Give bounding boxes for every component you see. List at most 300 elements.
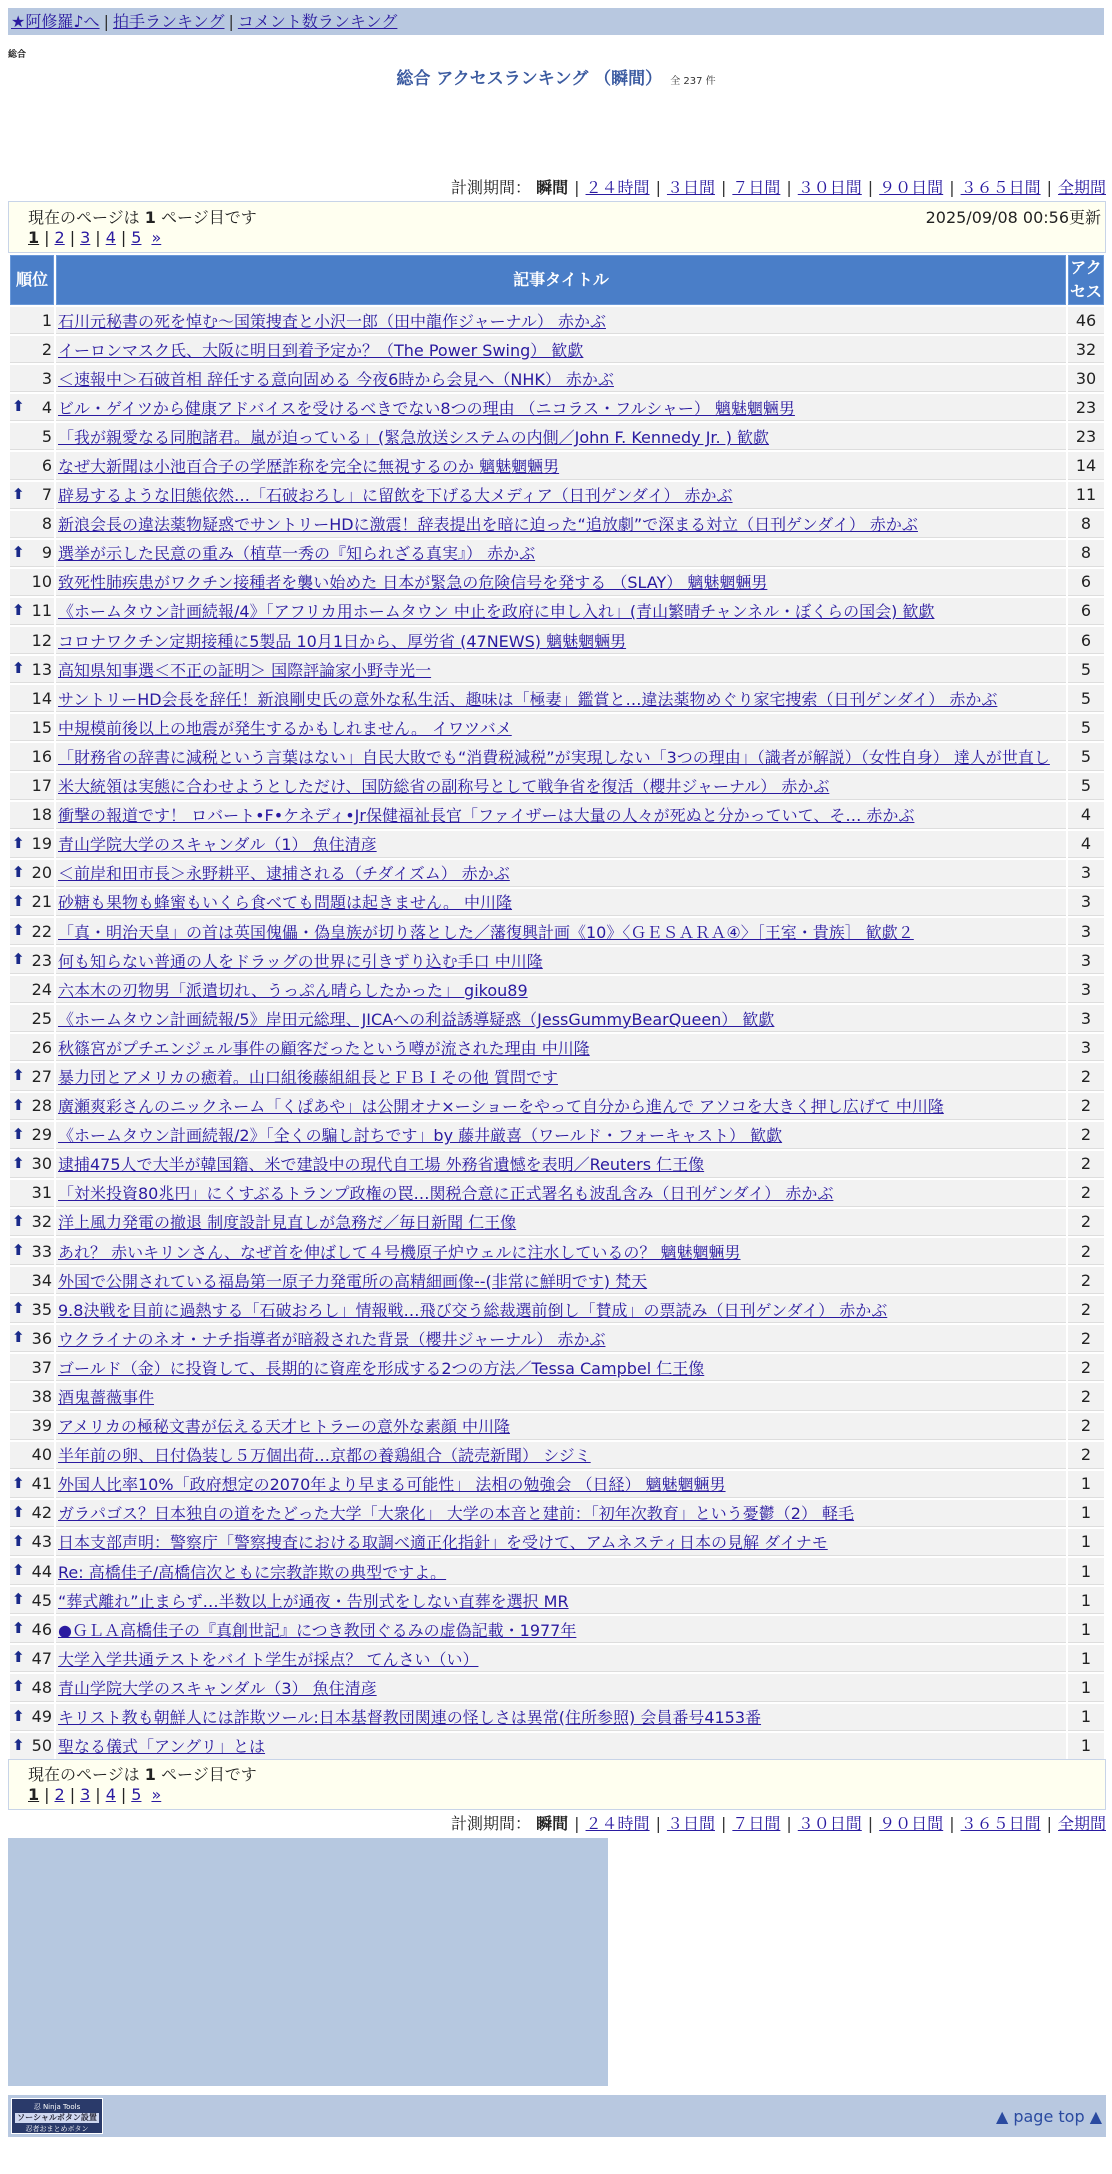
access-count: 5 — [1068, 714, 1104, 741]
title-cell — [56, 307, 1066, 334]
rank-number: 1 — [41, 310, 52, 330]
updated-timestamp: 2025/09/08 00:56更新 — [925, 208, 1101, 227]
access-count: 5 — [1068, 773, 1104, 800]
access-count: 6 — [1068, 598, 1104, 625]
rank-up-arrow-icon: ⬆ — [12, 1095, 25, 1114]
access-count: 2 — [1068, 1354, 1104, 1381]
period-30d-link[interactable]: ３０日間 — [797, 178, 862, 197]
title-cell — [56, 1122, 1066, 1149]
rank-number: 25 — [31, 1008, 52, 1028]
rank-up-arrow-icon: ⬆ — [12, 1299, 25, 1318]
table-row — [10, 627, 1104, 654]
ninja-omatome-label: 忍者おまとめボタン — [25, 2125, 89, 2133]
title-cell — [56, 889, 1066, 916]
rank-cell — [10, 1093, 54, 1120]
article-title-link[interactable]: 石川元秘書の死を悼む〜国策捜査と小沢一郎（田中龍作ジャーナル） 赤かぶ — [58, 311, 606, 331]
article-title-link[interactable]: 《ホームタウン計画続報/5》岸田元総理、JICAへの利益誘導疑惑（JessGummyBearQueen） 歓歔 — [58, 1009, 775, 1029]
period-24h-link[interactable]: ２４時間 — [585, 178, 650, 197]
access-count: 2 — [1068, 1296, 1104, 1323]
access-header: アクセス — [1068, 255, 1104, 305]
nav-separator: | — [228, 12, 234, 31]
rank-number: 22 — [31, 921, 52, 941]
access-count: 3 — [1068, 889, 1104, 916]
article-title-link[interactable]: 砂糖も果物も蜂蜜もいくら食べても問題は起きません。 中川隆 — [58, 893, 513, 913]
page-current: 1 — [28, 228, 40, 247]
title-cell — [56, 1558, 1066, 1585]
article-title-link[interactable]: Re: 高橋佳子/高橋信次ともに宗教詐欺の典型ですよ。 — [58, 1562, 447, 1582]
article-title-link[interactable]: 日本支部声明：警察庁「警察捜査における取調べ適正化指針」を受けて、アムネスティ日本の見解 ダイナモ — [58, 1533, 828, 1553]
rank-cell — [10, 1413, 54, 1440]
article-title-link[interactable]: あれ？ 赤いキリンさん、なぜ首を伸ばして４号機原子炉ウェルに注水しているの？ 魑魅魍魎男 — [58, 1242, 741, 1262]
nav-separator: | — [103, 12, 109, 31]
table-row — [10, 743, 1104, 770]
table-row — [10, 598, 1104, 625]
title-cell — [56, 1325, 1066, 1352]
table-row — [10, 365, 1104, 392]
page-link-2[interactable]: 2 — [54, 1785, 65, 1804]
access-count: 2 — [1068, 1238, 1104, 1265]
rank-cell — [10, 889, 54, 916]
rank-up-arrow-icon: ⬆ — [12, 600, 25, 619]
table-row — [10, 1529, 1104, 1556]
article-title-link[interactable]: イーロンマスク氏、大阪に明日到着予定か？（The Power Swing） 歓歔 — [58, 340, 584, 360]
title-cell — [56, 1063, 1066, 1090]
rank-cell — [10, 1063, 54, 1090]
article-title-link[interactable]: 秋篠宮がプチエンジェル事件の顧客だったという噂が流された理由 中川隆 — [58, 1038, 590, 1058]
period-selector-top: 計測期間： 瞬間 | ２４時間 | ３日間 | ７日間 | ３０日間 | ９０日間 | ３６５日間 | 全期間 — [451, 178, 1106, 197]
table-row — [10, 423, 1104, 450]
title-cell — [56, 1209, 1066, 1236]
table-row — [10, 773, 1104, 800]
rank-cell — [10, 569, 54, 596]
access-count: 1 — [1068, 1704, 1104, 1731]
page-link-2[interactable]: 2 — [54, 228, 65, 247]
article-title-link[interactable]: 何も知らない普通の人をドラッグの世界に引きずり込む手口 中川隆 — [58, 951, 543, 971]
title-cell — [56, 1151, 1066, 1178]
title-cell — [56, 656, 1066, 683]
rank-up-arrow-icon: ⬆ — [12, 1241, 25, 1259]
article-title-link[interactable]: アメリカの極秘文書が伝える天才ヒトラーの意外な素顔 中川隆 — [58, 1417, 510, 1437]
title-cell — [56, 1267, 1066, 1294]
article-title-link[interactable]: “葬式離れ”止まらず…半数以上が通夜・告別式をしない直葬を選択 MR — [58, 1591, 569, 1611]
table-row — [10, 511, 1104, 538]
article-title-link[interactable]: ビル・ゲイツから健康アドバイスを受けるべきでない8つの理由 （ニコラス・フルシャー） 魑魅魍魎男 — [58, 398, 795, 418]
rank-cell — [10, 511, 54, 538]
title-cell — [56, 482, 1066, 509]
title-cell — [56, 394, 1066, 421]
rank-number: 21 — [31, 892, 52, 912]
access-count: 1 — [1068, 1558, 1104, 1585]
rank-number: 45 — [31, 1590, 52, 1610]
rank-up-arrow-icon: ⬆ — [12, 397, 25, 416]
rank-cell — [10, 743, 54, 770]
article-title-link[interactable]: 半年前の卵、日付偽装し５万個出荷…京都の養鶏組合（読売新聞） シジミ — [58, 1446, 591, 1466]
article-title-link[interactable]: ガラパゴス？日本独自の道をたどった大学「大衆化」 大学の本音と建前：「初年次教育」という憂鬱（2） 軽毛 — [58, 1504, 855, 1524]
page-next-link[interactable]: » — [151, 1785, 162, 1804]
title-cell — [56, 802, 1066, 829]
article-title-link[interactable]: 廣瀬爽彩さんのニックネーム「くぱあや」は公開オナ×ーショーをやって自分から進んで アソコを大きく押し広げて 中川隆 — [58, 1097, 944, 1117]
rank-cell — [10, 452, 54, 479]
rank-cell — [10, 482, 54, 509]
page-title: 総合 アクセスランキング （瞬間） — [396, 69, 663, 89]
article-title-link[interactable]: 9.8決戦を目前に過熱する「石破おろし」情報戦…飛び交う総裁選前倒し「賛成」の票読み（日刊ゲンダイ） 赤かぶ — [58, 1300, 888, 1320]
page-next-link[interactable]: » — [151, 228, 162, 247]
rank-cell — [10, 423, 54, 450]
table-row — [10, 394, 1104, 421]
title-cell — [56, 1674, 1066, 1701]
rank-cell — [10, 1325, 54, 1352]
article-title-link[interactable]: 聖なる儀式「アングリ」とは — [58, 1737, 266, 1757]
footer-bar — [8, 2095, 1106, 2137]
table-row — [10, 1733, 1104, 1760]
rank-up-arrow-icon: ⬆ — [12, 1735, 25, 1754]
rank-cell — [10, 1500, 54, 1527]
rank-number: 16 — [31, 746, 52, 766]
period-3d-link[interactable]: ３日間 — [666, 1814, 715, 1833]
comment-ranking-link[interactable]: コメント数ランキング — [237, 12, 398, 31]
article-title-link[interactable]: 青山学院大学のスキャンダル（1） 魚住清彦 — [58, 835, 377, 855]
period-all-link[interactable]: 全期間 — [1057, 1814, 1106, 1833]
title-cell — [56, 1442, 1066, 1469]
period-24h-link[interactable]: ２４時間 — [585, 1814, 650, 1833]
page-info-box-bottom — [8, 1759, 1106, 1810]
rank-number: 17 — [31, 776, 52, 796]
rank-number: 18 — [31, 805, 52, 825]
page-link-5[interactable]: 5 — [131, 228, 142, 247]
access-count: 8 — [1068, 511, 1104, 538]
rank-cell — [10, 1645, 54, 1672]
rank-number: 49 — [31, 1707, 52, 1727]
table-row — [10, 569, 1104, 596]
article-title-link[interactable]: ＜速報中＞石破首相 辞任する意向固める 今夜6時から会見へ（NHK） 赤かぶ — [58, 369, 614, 389]
rank-number: 34 — [31, 1270, 52, 1290]
period-7d-link[interactable]: ７日間 — [732, 1814, 781, 1833]
rank-cell — [10, 1005, 54, 1032]
rank-number: 26 — [31, 1037, 52, 1057]
article-title-link[interactable]: 《ホームタウン計画続報/4》「アフリカ用ホームタウン 中止を政府に申し入れ」(青山繁晴チャンネル・ぼくらの国会) 歓歔 — [58, 602, 935, 622]
period-365d-link[interactable]: ３６５日間 — [960, 178, 1041, 197]
period-90d-link[interactable]: ９０日間 — [879, 1814, 944, 1833]
period-3d-link[interactable]: ３日間 — [666, 178, 715, 197]
rank-number: 37 — [31, 1357, 52, 1377]
title-cell — [56, 1587, 1066, 1614]
access-count: 2 — [1068, 1442, 1104, 1469]
page-info-box-top — [8, 201, 1106, 253]
page-link-4[interactable]: 4 — [105, 1785, 116, 1804]
title-cell — [56, 743, 1066, 770]
rank-up-arrow-icon: ⬆ — [12, 950, 25, 969]
rank-up-arrow-icon: ⬆ — [12, 1590, 25, 1609]
page-top-link[interactable]: ▲ page top ▲ — [995, 2107, 1102, 2126]
home-link[interactable]: ★阿修羅♪へ — [11, 12, 100, 31]
rank-cell — [10, 1442, 54, 1469]
access-count: 1 — [1068, 1529, 1104, 1556]
rank-number: 3 — [41, 368, 52, 388]
title-cell — [56, 452, 1066, 479]
table-row — [10, 889, 1104, 916]
access-count: 5 — [1068, 656, 1104, 683]
article-title-link[interactable]: 暴力団とアメリカの癒着。山口組後藤組組長とＦＢＩその他 質問です — [58, 1067, 558, 1087]
title-cell — [56, 1733, 1066, 1760]
access-count: 5 — [1068, 743, 1104, 770]
article-title-link[interactable]: 「財務省の辞書に減税という言葉はない」自民大敗でも“消費税減税”が実現しない「3つの理由」（識者が解説）（女性自身） 達人が世直し — [58, 747, 1050, 767]
rank-number: 9 — [41, 543, 52, 563]
article-title-link[interactable]: なぜ大新聞は小池百合子の学歴詐称を完全に無視するのか 魑魅魍魎男 — [58, 457, 560, 477]
rank-up-arrow-icon: ⬆ — [12, 1473, 25, 1492]
rank-cell — [10, 1558, 54, 1585]
rank-cell — [10, 1209, 54, 1236]
rank-number: 44 — [31, 1561, 52, 1581]
access-count: 6 — [1068, 627, 1104, 654]
rank-number: 48 — [31, 1677, 52, 1697]
title-cell — [56, 627, 1066, 654]
article-title-link[interactable]: ゴールド（金）に投資して、長期的に資産を形成する2つの方法／Tessa Campbel 仁王像 — [58, 1358, 705, 1378]
rank-number: 15 — [31, 717, 52, 737]
access-count: 1 — [1068, 1471, 1104, 1498]
page-link-5[interactable]: 5 — [131, 1785, 142, 1804]
rank-number: 35 — [31, 1299, 52, 1319]
title-cell — [56, 1413, 1066, 1440]
article-title-link[interactable]: 高知県知事選＜不正の証明＞ 国際評論家小野寺光一 — [58, 660, 432, 680]
rank-number: 20 — [31, 863, 52, 883]
title-cell — [56, 1529, 1066, 1556]
article-title-link[interactable]: コロナワクチン定期接種に5製品 10月1日から、厚労省 (47NEWS) 魑魅魍魎男 — [58, 631, 627, 651]
article-title-link[interactable]: 「真・明治天皇」の首は英国傀儡・偽皇族が切り落とした／藩復興計画《10》〈ＧＥＳＡＲＡ④〉［王室・貴族］ 歓歔２ — [58, 922, 914, 942]
access-count: 32 — [1068, 336, 1104, 363]
table-row — [10, 1704, 1104, 1731]
rank-number: 42 — [31, 1503, 52, 1523]
article-title-link[interactable]: ウクライナのネオ・ナチ指導者が暗殺された背景（櫻井ジャーナル） 赤かぶ — [58, 1329, 606, 1349]
access-count: 1 — [1068, 1733, 1104, 1760]
article-title-link[interactable]: 選挙が示した民意の重み（植草一秀の『知られざる真実』） 赤かぶ — [58, 544, 536, 564]
rank-cell — [10, 336, 54, 363]
title-cell — [56, 918, 1066, 945]
total-count: 全 237 件 — [670, 76, 716, 87]
rank-cell — [10, 1471, 54, 1498]
table-row — [10, 656, 1104, 683]
period-90d-link[interactable]: ９０日間 — [879, 178, 944, 197]
rank-number: 27 — [31, 1066, 52, 1086]
rank-number: 6 — [41, 456, 52, 476]
article-title-link[interactable]: 大学入学共通テストをバイト学生が採点？ てんさい（い） — [58, 1649, 479, 1669]
rank-up-arrow-icon: ⬆ — [12, 1211, 25, 1230]
rank-up-arrow-icon: ⬆ — [12, 484, 25, 503]
title-cell — [56, 1500, 1066, 1527]
article-title-link[interactable]: 衝撃の報道です！ ロバート•F•ケネディ•Jr保健福祉長官「ファイザーは大量の人々が死ぬと分かっていて、そ… 赤かぶ — [58, 806, 915, 826]
page-title-line — [0, 64, 1112, 89]
access-count: 6 — [1068, 569, 1104, 596]
access-count: 3 — [1068, 1005, 1104, 1032]
ninja-tools-social-button[interactable] — [11, 2098, 103, 2134]
table-row — [10, 947, 1104, 974]
title-cell — [56, 423, 1066, 450]
article-title-link[interactable]: キリスト教も朝鮮人には詐欺ツール:日本基督教団関連の怪しさは異常(住所参照) 会員番号4153番 — [58, 1708, 762, 1728]
rank-cell — [10, 1238, 54, 1265]
access-count: 4 — [1068, 802, 1104, 829]
title-cell — [56, 1238, 1066, 1265]
page-link-4[interactable]: 4 — [105, 228, 116, 247]
rank-number: 50 — [31, 1736, 52, 1756]
period-all-link[interactable]: 全期間 — [1057, 178, 1106, 197]
rank-number: 2 — [41, 339, 52, 359]
rank-up-arrow-icon: ⬆ — [12, 1561, 25, 1580]
period-7d-link[interactable]: ７日間 — [732, 178, 781, 197]
rank-number: 8 — [41, 514, 52, 534]
rank-up-arrow-icon: ⬆ — [12, 1706, 25, 1725]
table-row — [10, 1558, 1104, 1585]
rank-up-arrow-icon: ⬆ — [12, 1648, 25, 1667]
rank-number: 11 — [31, 601, 52, 621]
title-cell — [56, 773, 1066, 800]
period-selector-bottom: 計測期間： 瞬間 | ２４時間 | ３日間 | ７日間 | ３０日間 | ９０日間 | ３６５日間 | 全期間 — [451, 1814, 1106, 1833]
rank-cell — [10, 773, 54, 800]
rank-cell — [10, 1383, 54, 1410]
article-title-link[interactable]: 新浪会長の違法薬物疑惑でサントリーHDに激震！辞表提出を暗に迫った“追放劇”で深まる対立（日刊ゲンダイ） 赤かぶ — [58, 515, 918, 535]
article-title-link[interactable]: 「対米投資80兆円」にくすぶるトランプ政権の罠…関税合意に正式署名も波乱含み（日刊ゲンダイ） 赤かぶ — [58, 1184, 834, 1204]
access-count: 23 — [1068, 394, 1104, 421]
title-cell — [56, 1471, 1066, 1498]
rank-cell — [10, 1122, 54, 1149]
access-count: 2 — [1068, 1383, 1104, 1410]
access-count: 1 — [1068, 1587, 1104, 1614]
table-row — [10, 976, 1104, 1003]
rank-number: 12 — [31, 630, 52, 650]
table-row — [10, 1616, 1104, 1643]
rank-up-arrow-icon: ⬆ — [12, 862, 25, 881]
table-row — [10, 1005, 1104, 1032]
article-title-link[interactable]: 外国で公開されている福島第一原子力発電所の高精細画像--(非常に鮮明です) 梵天 — [58, 1271, 648, 1291]
table-row — [10, 1587, 1104, 1614]
article-title-link[interactable]: 致死性肺疾患がワクチン接種者を襲い始めた 日本が緊急の危険信号を発する （SLAY） 魑魅魍魎男 — [58, 573, 768, 593]
title-cell — [56, 1354, 1066, 1381]
access-count: 5 — [1068, 685, 1104, 712]
article-title-link[interactable]: 六本木の刃物男「派遣切れ、うっぷん晴らしたかった」 gikou89 — [58, 980, 528, 1000]
table-row — [10, 685, 1104, 712]
rank-cell — [10, 860, 54, 887]
rank-cell — [10, 656, 54, 683]
title-cell — [56, 714, 1066, 741]
rank-number: 31 — [31, 1183, 52, 1203]
title-cell — [56, 1383, 1066, 1410]
rank-up-arrow-icon: ⬆ — [12, 833, 25, 852]
ranking-table — [8, 253, 1106, 1762]
period-30d-link[interactable]: ３０日間 — [797, 1814, 862, 1833]
access-count: 2 — [1068, 1413, 1104, 1440]
table-row — [10, 860, 1104, 887]
table-row — [10, 307, 1104, 334]
article-title-link[interactable]: 洋上風力発電の撤退 制度設計見直しが急務だ／毎日新聞 仁王像 — [58, 1213, 517, 1233]
period-current: 瞬間 — [536, 1814, 569, 1833]
rank-number: 5 — [41, 426, 52, 446]
category-label: 総合 — [8, 50, 27, 60]
access-count: 46 — [1068, 307, 1104, 334]
title-cell — [56, 1093, 1066, 1120]
title-cell — [56, 336, 1066, 363]
article-title-link[interactable]: 青山学院大学のスキャンダル（3） 魚住清彦 — [58, 1678, 377, 1698]
table-row — [10, 1238, 1104, 1265]
rank-number: 7 — [41, 485, 52, 505]
rank-cell — [10, 918, 54, 945]
table-row — [10, 1645, 1104, 1672]
rank-up-arrow-icon: ⬆ — [12, 542, 25, 561]
rank-up-arrow-icon: ⬆ — [12, 659, 25, 678]
rank-number: 40 — [31, 1445, 52, 1465]
rank-up-arrow-icon: ⬆ — [12, 1066, 25, 1085]
page-link-3[interactable]: 3 — [80, 1785, 91, 1804]
rank-number: 28 — [31, 1096, 52, 1116]
article-title-link[interactable]: 逮捕475人で大半が韓国籍、米で建設中の現代自工場 外務省遺憾を表明／Reuters 仁王像 — [58, 1155, 705, 1175]
table-row — [10, 1500, 1104, 1527]
rank-header: 順位 — [10, 255, 54, 305]
table-row — [10, 1325, 1104, 1352]
article-title-link[interactable]: 《ホームタウン計画続報/2》「全くの騙し討ちです」by 藤井厳喜（ワールド・フォーキャスト） 歓歔 — [58, 1126, 783, 1146]
rank-up-arrow-icon: ⬆ — [12, 1153, 25, 1172]
rank-number: 4 — [41, 397, 52, 417]
rank-number: 33 — [31, 1241, 52, 1261]
rank-up-arrow-icon: ⬆ — [12, 891, 25, 910]
title-cell — [56, 569, 1066, 596]
table-row — [10, 1063, 1104, 1090]
table-row — [10, 802, 1104, 829]
current-page-number: 1 — [144, 1765, 156, 1784]
rank-up-arrow-icon: ⬆ — [12, 920, 25, 939]
current-page-number: 1 — [144, 208, 156, 227]
access-count: 1 — [1068, 1616, 1104, 1643]
article-title-link[interactable]: サントリーHD会長を辞任！新浪剛史氏の意外な私生活、趣味は「極妻」鑑賞と…違法薬物めぐり家宅捜索（日刊ゲンダイ） 赤かぶ — [58, 689, 998, 709]
article-title-link[interactable]: ＜前岸和田市長＞永野耕平、逮捕される（チダイズム） 赤かぶ — [58, 864, 510, 884]
rank-number: 24 — [31, 979, 52, 999]
table-row — [10, 540, 1104, 567]
access-count: 30 — [1068, 365, 1104, 392]
article-title-link[interactable]: 外国人比率10%「政府想定の2070年より早まる可能性」 法相の勉強会 （日経） 魑魅魍魎男 — [58, 1475, 726, 1495]
rank-cell — [10, 598, 54, 625]
table-row — [10, 1674, 1104, 1701]
pagination-bottom: 1 | 2 | 3 | 4 | 5 » — [28, 1785, 162, 1804]
applause-ranking-link[interactable]: 拍手ランキング — [112, 12, 225, 31]
rank-cell — [10, 365, 54, 392]
access-count: 2 — [1068, 1093, 1104, 1120]
article-title-link[interactable]: 中規模前後以上の地震が発生するかもしれません。 イワツバメ — [58, 718, 512, 738]
article-title-link[interactable]: 酒鬼薔薇事件 — [58, 1388, 155, 1408]
rank-number: 41 — [31, 1474, 52, 1494]
page-link-3[interactable]: 3 — [80, 228, 91, 247]
period-365d-link[interactable]: ３６５日間 — [960, 1814, 1041, 1833]
access-count: 3 — [1068, 947, 1104, 974]
rank-number: 32 — [31, 1212, 52, 1232]
article-title-link[interactable]: ●ＧＬＡ高橋佳子の『真創世記』につき教団ぐるみの虚偽記載・1977年 — [58, 1620, 577, 1640]
rank-number: 39 — [31, 1416, 52, 1436]
title-cell — [56, 1645, 1066, 1672]
article-title-link[interactable]: 米大統領は実態に合わせようとしただけ、国防総省の副称号として戦争省を復活（櫻井ジャーナル） 赤かぶ — [58, 777, 830, 797]
table-row — [10, 1383, 1104, 1410]
rank-up-arrow-icon: ⬆ — [12, 1124, 25, 1143]
table-row — [10, 336, 1104, 363]
access-count: 1 — [1068, 1645, 1104, 1672]
rank-cell — [10, 1587, 54, 1614]
table-header-row — [10, 255, 1104, 305]
access-count: 2 — [1068, 1209, 1104, 1236]
access-count: 2 — [1068, 1063, 1104, 1090]
rank-cell — [10, 394, 54, 421]
rank-number: 47 — [31, 1648, 52, 1668]
rank-cell — [10, 1354, 54, 1381]
pagination-top: 1 | 2 | 3 | 4 | 5 » — [28, 228, 162, 247]
rank-cell — [10, 627, 54, 654]
article-title-link[interactable]: 「我が親愛なる同胞諸君。嵐が迫っている」(緊急放送システムの内側／John F. Kennedy Jr. ) 歓歔 — [58, 427, 770, 447]
article-title-link[interactable]: 辟易するような旧態依然…「石破おろし」に留飲を下げる大メディア（日刊ゲンダイ） 赤かぶ — [58, 486, 733, 506]
table-row — [10, 1354, 1104, 1381]
rank-number: 29 — [31, 1125, 52, 1145]
